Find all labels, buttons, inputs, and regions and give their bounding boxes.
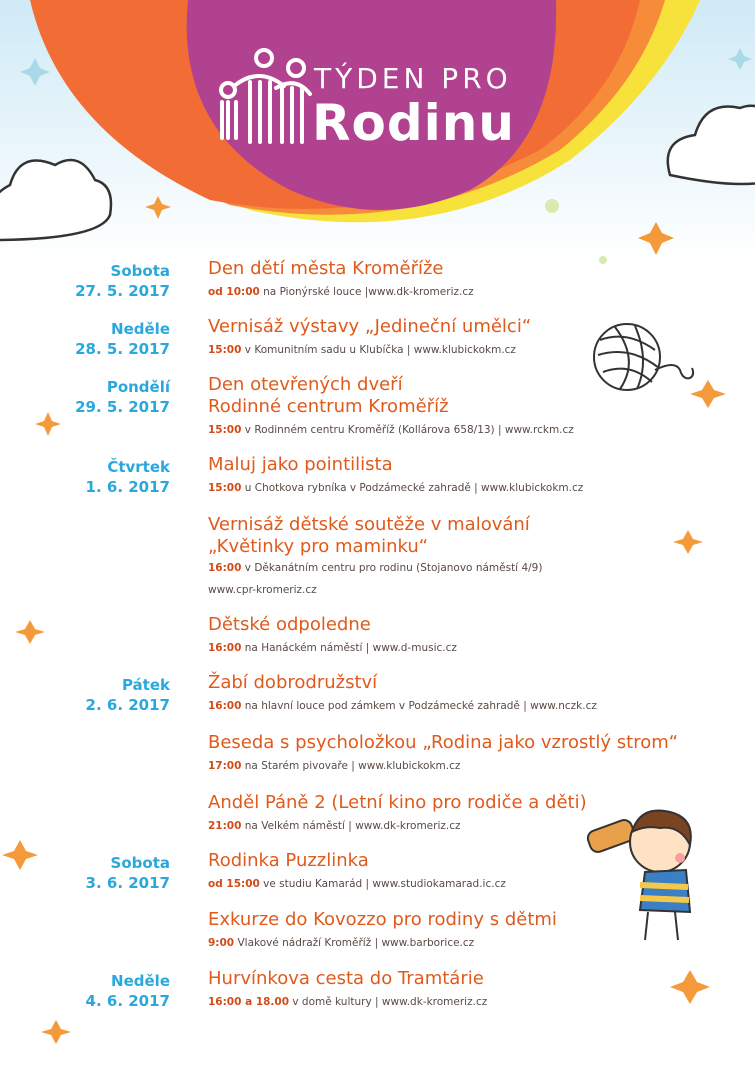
event-date: 27. 5. 2017 bbox=[75, 282, 170, 300]
event-title: Den otevřených dveří bbox=[208, 374, 403, 395]
event-date: 4. 6. 2017 bbox=[85, 992, 170, 1010]
event-date: 28. 5. 2017 bbox=[75, 340, 170, 358]
event-info bbox=[208, 760, 460, 772]
event-day: Čtvrtek bbox=[107, 458, 170, 476]
event-time: 16:00 bbox=[208, 562, 242, 574]
event-url[interactable]: www.barborice.cz bbox=[381, 937, 475, 949]
event-title-line2: Rodinné centrum Kroměříž bbox=[208, 396, 449, 417]
yarn-ball-icon bbox=[594, 324, 693, 390]
event-date: 1. 6. 2017 bbox=[85, 478, 170, 496]
event-info bbox=[208, 424, 574, 436]
event-title: Žabí dobrodružství bbox=[208, 672, 378, 693]
event-info bbox=[208, 286, 474, 298]
event-info bbox=[208, 482, 583, 494]
event-day: Sobota bbox=[110, 262, 170, 280]
event-time: 15:00 bbox=[208, 482, 242, 494]
event-url[interactable]: www.nczk.cz bbox=[530, 700, 597, 712]
event-title: Den dětí města Kroměříže bbox=[208, 258, 444, 279]
event-time: 16:00 a 18.00 bbox=[208, 996, 290, 1008]
event-place: na Velkém náměstí | bbox=[241, 820, 356, 832]
event-url[interactable]: www.dk-kromeriz.cz bbox=[381, 996, 488, 1008]
event-info bbox=[208, 996, 487, 1008]
event-place: v Děkanátním centru pro rodinu (Stojanovo náměstí 4/9) bbox=[241, 562, 543, 574]
event-time: od 15:00 bbox=[208, 878, 260, 890]
event-place: v Rodinném centru Kroměříž (Kollárova 658/13) | bbox=[241, 424, 505, 436]
event-title: Exkurze do Kovozzo pro rodiny s dětmi bbox=[208, 909, 557, 930]
event-date: 3. 6. 2017 bbox=[85, 874, 170, 892]
event-title-line2: „Květinky pro maminku“ bbox=[208, 536, 429, 557]
event-info bbox=[208, 344, 516, 356]
event-place: na Hanáckém náměstí | bbox=[241, 642, 373, 654]
event-date: 29. 5. 2017 bbox=[75, 398, 170, 416]
event-title: Vernisáž výstavy „Jedineční umělci“ bbox=[208, 316, 532, 337]
event-title: Maluj jako pointilista bbox=[208, 454, 393, 475]
event-url[interactable]: www.dk-kromeriz.cz bbox=[368, 286, 474, 298]
event-url[interactable]: www.rckm.cz bbox=[504, 424, 574, 436]
event-url[interactable]: www.cpr-kromeriz.cz bbox=[208, 584, 317, 596]
event-time: 15:00 bbox=[208, 424, 242, 436]
event-url[interactable]: www.klubickokm.cz bbox=[358, 760, 461, 772]
event-time: 15:00 bbox=[208, 344, 242, 356]
boy-telescope-icon bbox=[586, 811, 691, 940]
logo bbox=[214, 46, 554, 166]
event-info bbox=[208, 820, 461, 832]
event-title: Hurvínkova cesta do Tramtárie bbox=[208, 968, 484, 989]
event-info bbox=[208, 700, 597, 712]
event-place: na Starém pivovaře | bbox=[241, 760, 359, 772]
event-time: 9:00 bbox=[208, 937, 235, 949]
event-time: 17:00 bbox=[208, 760, 242, 772]
logo-title-main: Rodinu bbox=[312, 94, 515, 152]
event-url[interactable]: www.d-music.cz bbox=[372, 642, 457, 654]
event-url[interactable]: www.klubickokm.cz bbox=[413, 344, 516, 356]
event-time: 21:00 bbox=[208, 820, 242, 832]
event-day: Sobota bbox=[110, 854, 170, 872]
event-info bbox=[208, 642, 457, 654]
event-time: 16:00 bbox=[208, 642, 242, 654]
event-day: Neděle bbox=[111, 972, 170, 990]
event-day: Neděle bbox=[111, 320, 170, 338]
event-place: v Komunitním sadu u Klubíčka | bbox=[241, 344, 414, 356]
event-url[interactable]: www.klubickokm.cz bbox=[481, 482, 584, 494]
event-info bbox=[208, 937, 474, 949]
event-info bbox=[208, 878, 506, 890]
event-title: Vernisáž dětské soutěže v malování bbox=[208, 514, 530, 535]
event-time: 16:00 bbox=[208, 700, 242, 712]
event-title: Rodinka Puzzlinka bbox=[208, 850, 369, 871]
event-day: Pátek bbox=[121, 676, 170, 694]
event-place: v domě kultury | bbox=[289, 996, 382, 1008]
event-place: ve studiu Kamarád | bbox=[259, 878, 373, 890]
event-info bbox=[208, 562, 542, 574]
event-place: na Pionýrské louce | bbox=[259, 286, 369, 298]
family-logo-icon bbox=[214, 46, 314, 156]
event-place: Vlakové nádraží Kroměříž | bbox=[234, 937, 382, 949]
logo-title-top: TÝDEN PRO bbox=[314, 62, 512, 95]
event-url[interactable]: www.dk-kromeriz.cz bbox=[355, 820, 461, 832]
event-day: Pondělí bbox=[106, 378, 170, 396]
event-place: u Chotkova rybníka v Podzámecké zahradě | bbox=[241, 482, 482, 494]
event-place: na hlavní louce pod zámkem v Podzámecké zahradě | bbox=[241, 700, 531, 712]
event-time: od 10:00 bbox=[208, 286, 260, 298]
event-url[interactable]: www.studiokamarad.ic.cz bbox=[372, 878, 506, 890]
event-title: Dětské odpoledne bbox=[208, 614, 371, 635]
event-title: Anděl Páně 2 (Letní kino pro rodiče a děti) bbox=[208, 792, 587, 813]
event-title: Beseda s psycholožkou „Rodina jako vzrostlý strom“ bbox=[208, 732, 679, 753]
event-date: 2. 6. 2017 bbox=[85, 696, 170, 714]
